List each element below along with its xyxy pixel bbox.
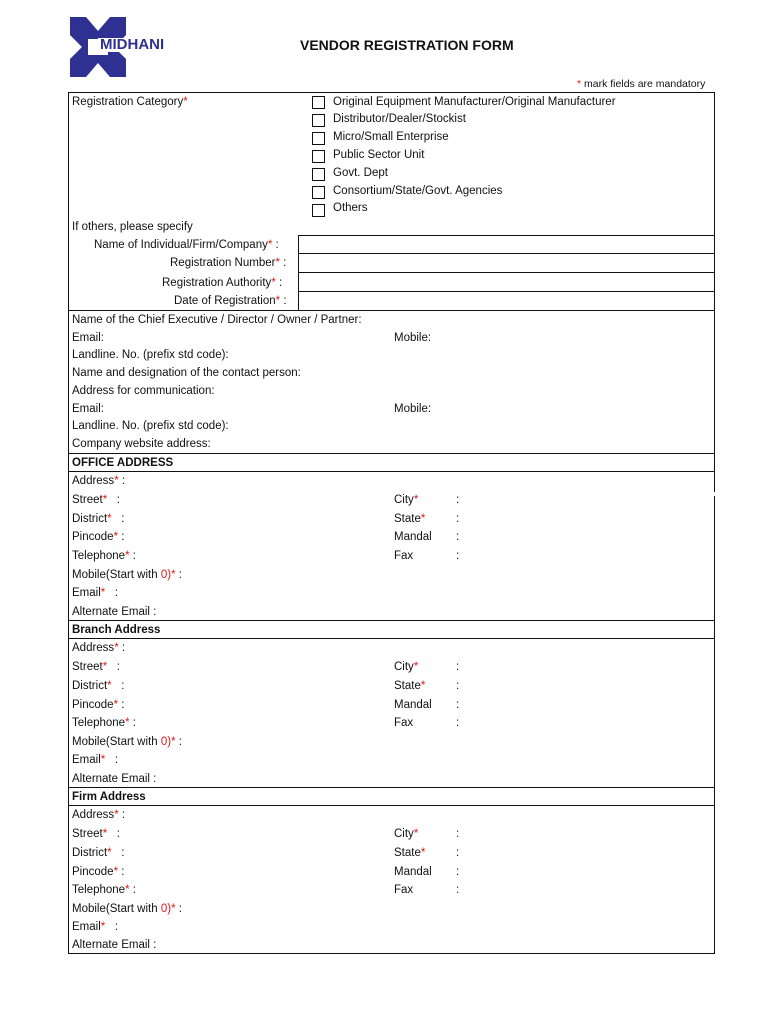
- option-govt-dept-label: Govt. Dept: [333, 167, 388, 179]
- firm-email-label[interactable]: Email* :: [72, 921, 119, 933]
- office-telephone-label[interactable]: Telephone* :: [72, 550, 136, 562]
- registration-authority-input[interactable]: [298, 272, 715, 292]
- email-label[interactable]: Email:: [72, 332, 104, 344]
- checkbox-oem[interactable]: [312, 96, 325, 109]
- option-oem-label: Original Equipment Manufacturer/Original Manufacturer: [333, 96, 616, 108]
- frame-left: [68, 92, 69, 954]
- branch-state-colon: :: [456, 680, 460, 692]
- address-communication-label[interactable]: Address for communication:: [72, 385, 215, 397]
- firm-pincode-label[interactable]: Pincode* :: [72, 866, 125, 878]
- branch-mobile-label[interactable]: Mobile(Start with 0)* :: [72, 736, 182, 748]
- firm-mandal-label[interactable]: Mandal: [394, 866, 432, 878]
- registration-authority-label: Registration Authority* :: [162, 277, 283, 289]
- office-state-colon: :: [456, 513, 460, 525]
- checkbox-consortium[interactable]: [312, 186, 325, 199]
- office-address-heading: OFFICE ADDRESS: [72, 457, 174, 469]
- option-micro-small-label: Micro/Small Enterprise: [333, 131, 449, 143]
- office-alt-email-label[interactable]: Alternate Email :: [72, 606, 157, 618]
- firm-city-label[interactable]: City*: [394, 828, 419, 840]
- firm-mandal-colon: :: [456, 866, 460, 878]
- office-header-bottom: [68, 471, 715, 472]
- branch-pincode-label[interactable]: Pincode* :: [72, 699, 125, 711]
- landline-communication-label[interactable]: Landline. No. (prefix std code):: [72, 420, 229, 432]
- firm-alt-email-label[interactable]: Alternate Email :: [72, 939, 157, 951]
- mobile-label[interactable]: Mobile:: [394, 332, 432, 344]
- office-city-label[interactable]: City*: [394, 494, 419, 506]
- firm-telephone-label[interactable]: Telephone* :: [72, 884, 136, 896]
- office-mobile-label[interactable]: Mobile(Start with 0)* :: [72, 569, 182, 581]
- branch-mandal-label[interactable]: Mandal: [394, 699, 432, 711]
- frame-bottom: [68, 953, 715, 954]
- branch-fax-label[interactable]: Fax: [394, 717, 414, 729]
- checkbox-govt-dept[interactable]: [312, 168, 325, 181]
- firm-state-colon: :: [456, 847, 460, 859]
- option-distributor-label: Distributor/Dealer/Stockist: [333, 113, 466, 125]
- registration-date-label: Date of Registration* :: [174, 295, 287, 307]
- firm-address-heading: Firm Address: [72, 791, 146, 803]
- office-fax-label[interactable]: Fax: [394, 550, 414, 562]
- mandatory-note: * mark fields are mandatory: [577, 78, 706, 90]
- checkbox-others[interactable]: [312, 204, 325, 217]
- office-district-label[interactable]: District* :: [72, 513, 125, 525]
- option-others-label: Others: [333, 202, 368, 214]
- branch-address-heading: Branch Address: [72, 624, 161, 636]
- page-title: VENDOR REGISTRATION FORM: [300, 37, 514, 53]
- others-specify-label: If others, please specify: [72, 221, 193, 233]
- option-consortium-label: Consortium/State/Govt. Agencies: [333, 185, 503, 197]
- firm-mobile-label[interactable]: Mobile(Start with 0)* :: [72, 903, 182, 915]
- branch-address-label[interactable]: Address* :: [72, 642, 126, 654]
- branch-telephone-label[interactable]: Telephone* :: [72, 717, 136, 729]
- frame-top: [68, 92, 715, 93]
- registration-date-input[interactable]: [298, 291, 715, 311]
- firm-street-label[interactable]: Street* :: [72, 828, 120, 840]
- option-psu-label: Public Sector Unit: [333, 149, 425, 161]
- registration-number-label: Registration Number* :: [170, 257, 287, 269]
- branch-fax-colon: :: [456, 717, 460, 729]
- name-firm-label: Name of Individual/Firm/Company* :: [94, 239, 279, 251]
- branch-mandal-colon: :: [456, 699, 460, 711]
- office-mandal-label[interactable]: Mandal: [394, 531, 432, 543]
- checkbox-distributor[interactable]: [312, 114, 325, 127]
- office-email-label[interactable]: Email* :: [72, 587, 119, 599]
- frame-right-lower: [714, 496, 715, 954]
- checkbox-micro-small[interactable]: [312, 132, 325, 145]
- branch-city-label[interactable]: City*: [394, 661, 419, 673]
- email-communication-label[interactable]: Email:: [72, 403, 104, 415]
- branch-district-label[interactable]: District* :: [72, 680, 125, 692]
- chief-executive-label[interactable]: Name of the Chief Executive / Director / Owner / Partner:: [72, 314, 362, 326]
- registration-number-input[interactable]: [298, 253, 715, 273]
- firm-fax-colon: :: [456, 884, 460, 896]
- contact-person-label[interactable]: Name and designation of the contact person:: [72, 367, 301, 379]
- branch-header-top: [68, 620, 715, 621]
- checkbox-psu[interactable]: [312, 150, 325, 163]
- office-city-colon: :: [456, 494, 460, 506]
- logo-text: MIDHANI: [100, 36, 165, 53]
- firm-address-label[interactable]: Address* :: [72, 809, 126, 821]
- branch-state-label[interactable]: State*: [394, 680, 426, 692]
- landline-label[interactable]: Landline. No. (prefix std code):: [72, 349, 229, 361]
- firm-city-colon: :: [456, 828, 460, 840]
- branch-street-label[interactable]: Street* :: [72, 661, 120, 673]
- firm-header-bottom: [68, 805, 715, 806]
- office-street-label[interactable]: Street* :: [72, 494, 120, 506]
- divider-contact: [68, 310, 715, 311]
- branch-city-colon: :: [456, 661, 460, 673]
- firm-state-label[interactable]: State*: [394, 847, 426, 859]
- firm-header-top: [68, 787, 715, 788]
- website-label[interactable]: Company website address:: [72, 438, 211, 450]
- office-fax-colon: :: [456, 550, 460, 562]
- office-state-label[interactable]: State*: [394, 513, 426, 525]
- branch-email-label[interactable]: Email* :: [72, 754, 119, 766]
- firm-district-label[interactable]: District* :: [72, 847, 125, 859]
- mobile-communication-label[interactable]: Mobile:: [394, 403, 432, 415]
- office-header-top: [68, 453, 715, 454]
- name-firm-input[interactable]: [298, 235, 715, 254]
- branch-header-bottom: [68, 638, 715, 639]
- office-address-label[interactable]: Address* :: [72, 475, 126, 487]
- registration-category-label: Registration Category*: [72, 96, 188, 108]
- branch-alt-email-label[interactable]: Alternate Email :: [72, 773, 157, 785]
- office-pincode-label[interactable]: Pincode* :: [72, 531, 125, 543]
- firm-fax-label[interactable]: Fax: [394, 884, 414, 896]
- office-mandal-colon: :: [456, 531, 460, 543]
